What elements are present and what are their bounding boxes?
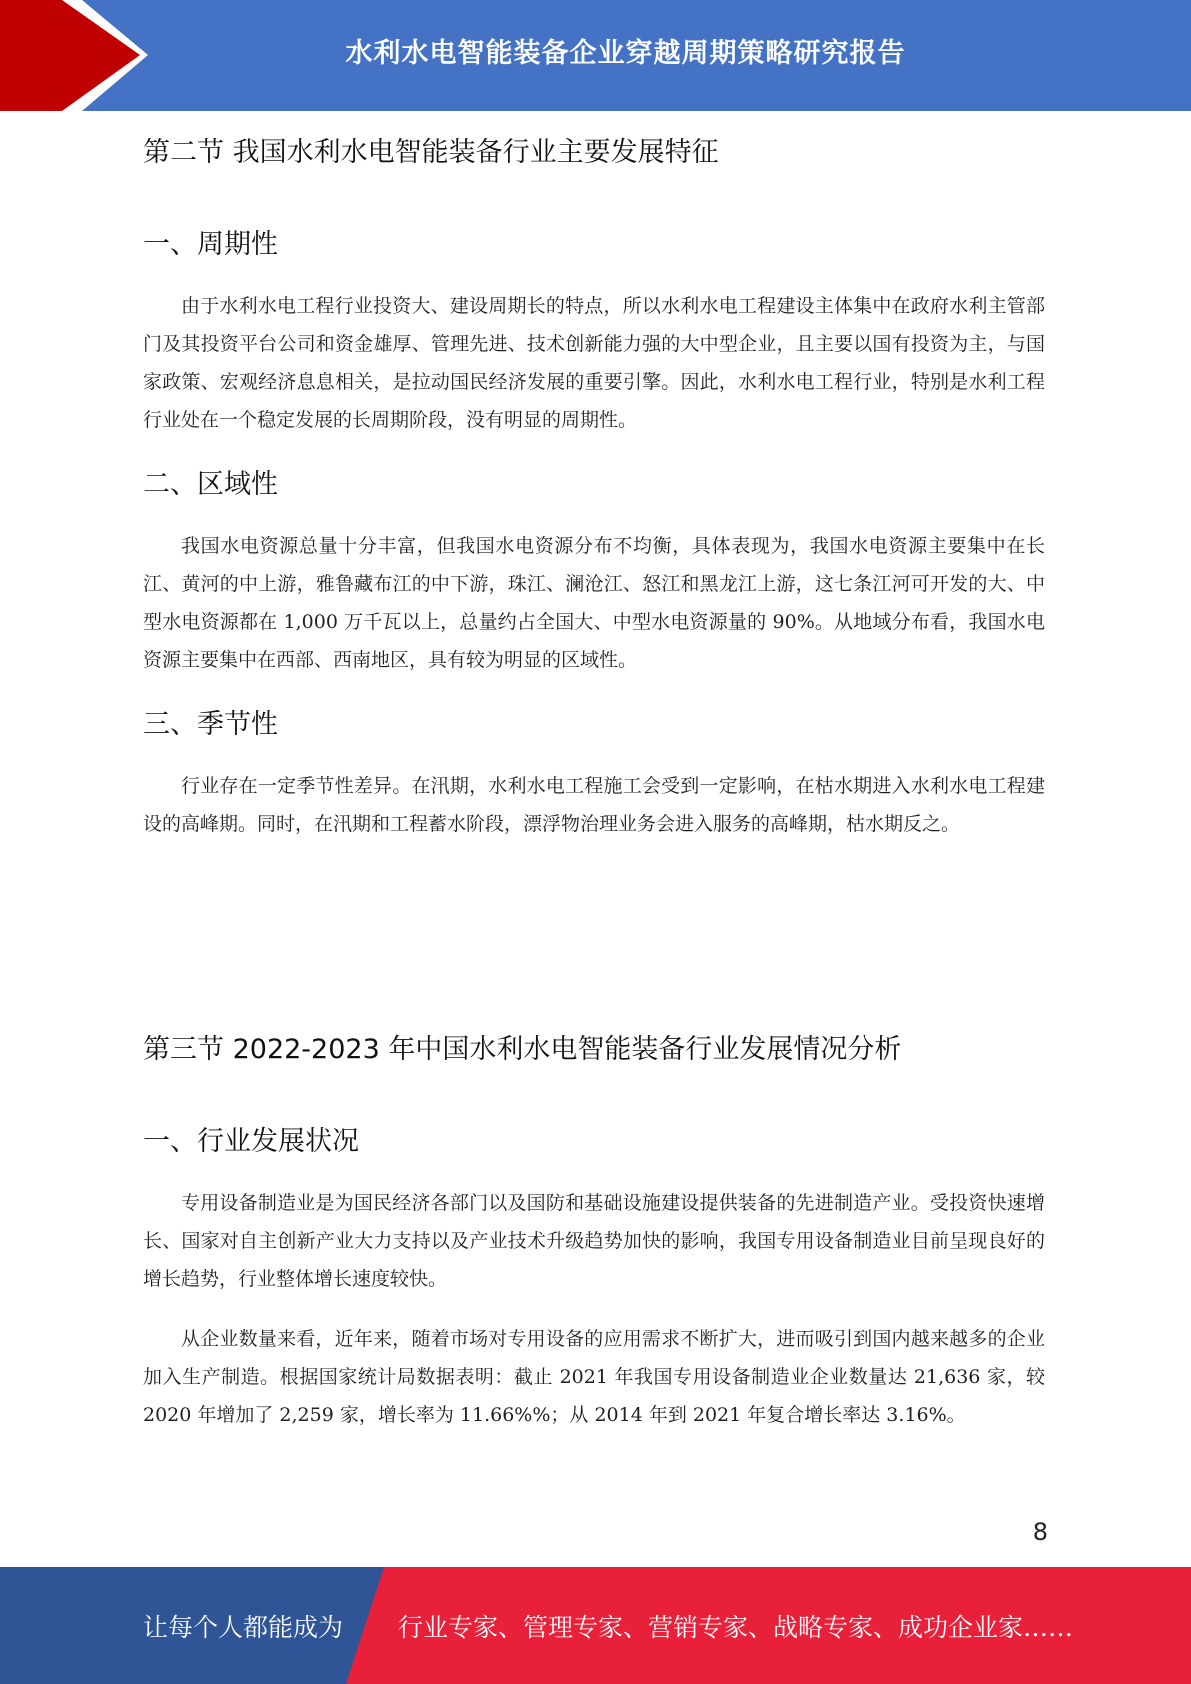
- page-footer: [0, 1567, 1191, 1684]
- section-2-sub-1-paragraph: 由于水利水电工程行业投资大、建设周期长的特点，所以水利水电工程建设主体集中在政府水利主管部门及其投资平台公司和资金雄厚、管理先进、技术创新能力强的大中型企业，且主要以国有投资为主，与国家政策、宏观经济息息相关，是拉动国民经济发展的重要引擎。因此，水利水电工程行业，特别是水利工程行业处在一个稳定发展的长周期阶段，没有明显的周期性。: [143, 295, 1045, 431]
- page-header: [0, 0, 1191, 111]
- section-2-sub-3-paragraph: 行业存在一定季节性差异。在汛期，水利水电工程施工会受到一定影响，在枯水期进入水利水电工程建设的高峰期。同时，在汛期和工程蓄水阶段，漂浮物治理业务会进入服务的高峰期，枯水期反之。: [143, 775, 1045, 835]
- section-2-sub-3-title: 三、季节性: [143, 709, 278, 740]
- page-number: 8: [1032, 1518, 1048, 1546]
- section-2-title: 第二节 我国水利水电智能装备行业主要发展特征: [143, 137, 719, 168]
- section-2-sub-2-paragraph: 我国水电资源总量十分丰富，但我国水电资源分布不均衡，具体表现为，我国水电资源主要集中在长江、黄河的中上游，雅鲁藏布江的中下游，珠江、澜沧江、怒江和黑龙江上游，这七条江河可开发的大、中型水电资源都在 1,000 万千瓦以上，总量约占全国大、中型水电资源量的 90%。从地域分布看，我国水电资源主要集中在西部、西南地区，具有较为明显的区域性。: [143, 535, 1045, 671]
- section-3-title: 第三节 2022-2023 年中国水利水电智能装备行业发展情况分析: [143, 1034, 902, 1065]
- footer-slogan-left: 让每个人都能成为: [143, 1612, 344, 1642]
- section-3-sub-1-paragraph-2: 从企业数量来看，近年来，随着市场对专用设备的应用需求不断扩大，进而吸引到国内越来越多的企业加入生产制造。根据国家统计局数据表明：截止 2021 年我国专用设备制造业企业数量达 21,636 家，较 2020 年增加了 2,259 家，增长率为 11.66%%；从 2014 年到 2021 年复合增长率达 3.16%。: [143, 1328, 1045, 1426]
- section-2-sub-2-title: 二、区域性: [143, 469, 278, 500]
- footer-slogan-right: 行业专家、管理专家、营销专家、战略专家、成功企业家……: [398, 1612, 1074, 1642]
- section-2-sub-1-title: 一、周期性: [143, 229, 278, 260]
- section-3-sub-1-paragraph-1: 专用设备制造业是为国民经济各部门以及国防和基础设施建设提供装备的先进制造产业。受投资快速增长、国家对自主创新产业大力支持以及产业技术升级趋势加快的影响，我国专用设备制造业目前呈现良好的增长趋势，行业整体增长速度较快。: [143, 1192, 1045, 1290]
- report-title: 水利水电智能装备企业穿越周期策略研究报告: [345, 37, 906, 69]
- section-3-sub-1-title: 一、行业发展状况: [143, 1126, 359, 1157]
